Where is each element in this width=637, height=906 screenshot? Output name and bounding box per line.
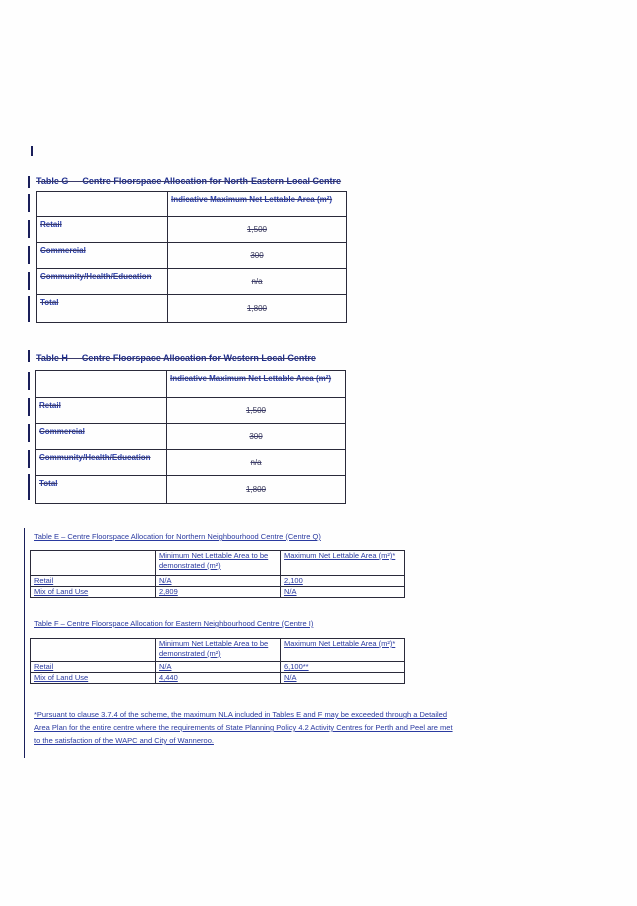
table-e-row-max: 2,100 bbox=[281, 576, 405, 587]
table-h bbox=[35, 370, 346, 504]
table-e-max-header: Maximum Net Lettable Area (m²)* bbox=[281, 551, 405, 576]
table-f bbox=[30, 638, 405, 684]
table-h-corner bbox=[36, 371, 167, 398]
table-g-header: Indicative Maximum Net Lettable Area (m²) bbox=[168, 192, 347, 217]
change-bar bbox=[28, 398, 30, 416]
table-f-row-max: 6,100** bbox=[281, 662, 405, 673]
table-h-row-value: n/a bbox=[167, 450, 346, 476]
table-e-caption: Table E – Centre Floorspace Allocation for Northern Neighbourhood Centre (Centre Q) bbox=[34, 532, 321, 541]
table-e-row-label: Retail bbox=[31, 576, 156, 587]
table-g-row-value: 1,800 bbox=[168, 295, 347, 323]
table-e-min-header: Minimum Net Lettable Area to be demonstrated (m²) bbox=[156, 551, 281, 576]
table-e-row-min: 2,809 bbox=[156, 587, 281, 598]
table-f-corner bbox=[31, 639, 156, 662]
table-f-row-min: 4,440 bbox=[156, 673, 281, 684]
change-bar bbox=[28, 350, 30, 362]
change-bar bbox=[28, 272, 30, 290]
table-g-row-label: Retail bbox=[37, 217, 168, 243]
change-bar bbox=[28, 176, 30, 188]
table-e-row-min: N/A bbox=[156, 576, 281, 587]
table-h-row-value: 1,500 bbox=[167, 398, 346, 424]
table-g-row-value: 300 bbox=[168, 243, 347, 269]
table-g-row-value: n/a bbox=[168, 269, 347, 295]
table-h-row-label: Community/Health/Education bbox=[36, 450, 167, 476]
table-f-row-label: Mix of Land Use bbox=[31, 673, 156, 684]
table-h-row-value: 1,800 bbox=[167, 476, 346, 504]
table-h-row-label: Commercial bbox=[36, 424, 167, 450]
table-g-row-label: Total bbox=[37, 295, 168, 323]
table-h-row-label: Total bbox=[36, 476, 167, 504]
table-f-max-header: Maximum Net Lettable Area (m²)* bbox=[281, 639, 405, 662]
change-bar bbox=[28, 372, 30, 390]
change-bar bbox=[31, 146, 33, 156]
table-e-row-max: N/A bbox=[281, 587, 405, 598]
change-bar bbox=[28, 474, 30, 500]
change-bar bbox=[28, 450, 30, 468]
table-e-corner bbox=[31, 551, 156, 576]
change-bar bbox=[28, 424, 30, 442]
table-h-caption: Table H — Centre Floorspace Allocation for Western Local Centre bbox=[36, 353, 316, 363]
change-bar bbox=[28, 246, 30, 264]
change-bar bbox=[28, 194, 30, 212]
change-bar bbox=[28, 220, 30, 238]
table-g-row-label: Commercial bbox=[37, 243, 168, 269]
table-e-row-label: Mix of Land Use bbox=[31, 587, 156, 598]
table-e bbox=[30, 550, 405, 598]
table-g-row-value: 1,500 bbox=[168, 217, 347, 243]
table-h-header: Indicative Maximum Net Lettable Area (m²) bbox=[167, 371, 346, 398]
footnote: *Pursuant to clause 3.7.4 of the scheme, the maximum NLA included in Tables E and F may be exceeded through a Detailed Area Plan for the entire centre where the requirements of State Planning Policy 4.2 Activity Centres for Perth and Peel are met to the satisfaction of the WAPC and City of Wanneroo. bbox=[34, 710, 453, 745]
table-f-row-max: N/A bbox=[281, 673, 405, 684]
table-g-corner bbox=[37, 192, 168, 217]
table-f-row-min: N/A bbox=[156, 662, 281, 673]
table-f-caption: Table F – Centre Floorspace Allocation for Eastern Neighbourhood Centre (Centre I) bbox=[34, 619, 314, 628]
table-g-row-label: Community/Health/Education bbox=[37, 269, 168, 295]
change-bar bbox=[24, 528, 25, 758]
table-h-row-value: 300 bbox=[167, 424, 346, 450]
table-g-caption: Table G — Centre Floorspace Allocation for North-Eastern Local Centre bbox=[36, 176, 342, 186]
change-bar bbox=[28, 296, 30, 322]
table-h-row-label: Retail bbox=[36, 398, 167, 424]
table-f-min-header: Minimum Net Lettable Area to be demonstrated (m²) bbox=[156, 639, 281, 662]
table-g bbox=[36, 191, 347, 323]
table-f-row-label: Retail bbox=[31, 662, 156, 673]
